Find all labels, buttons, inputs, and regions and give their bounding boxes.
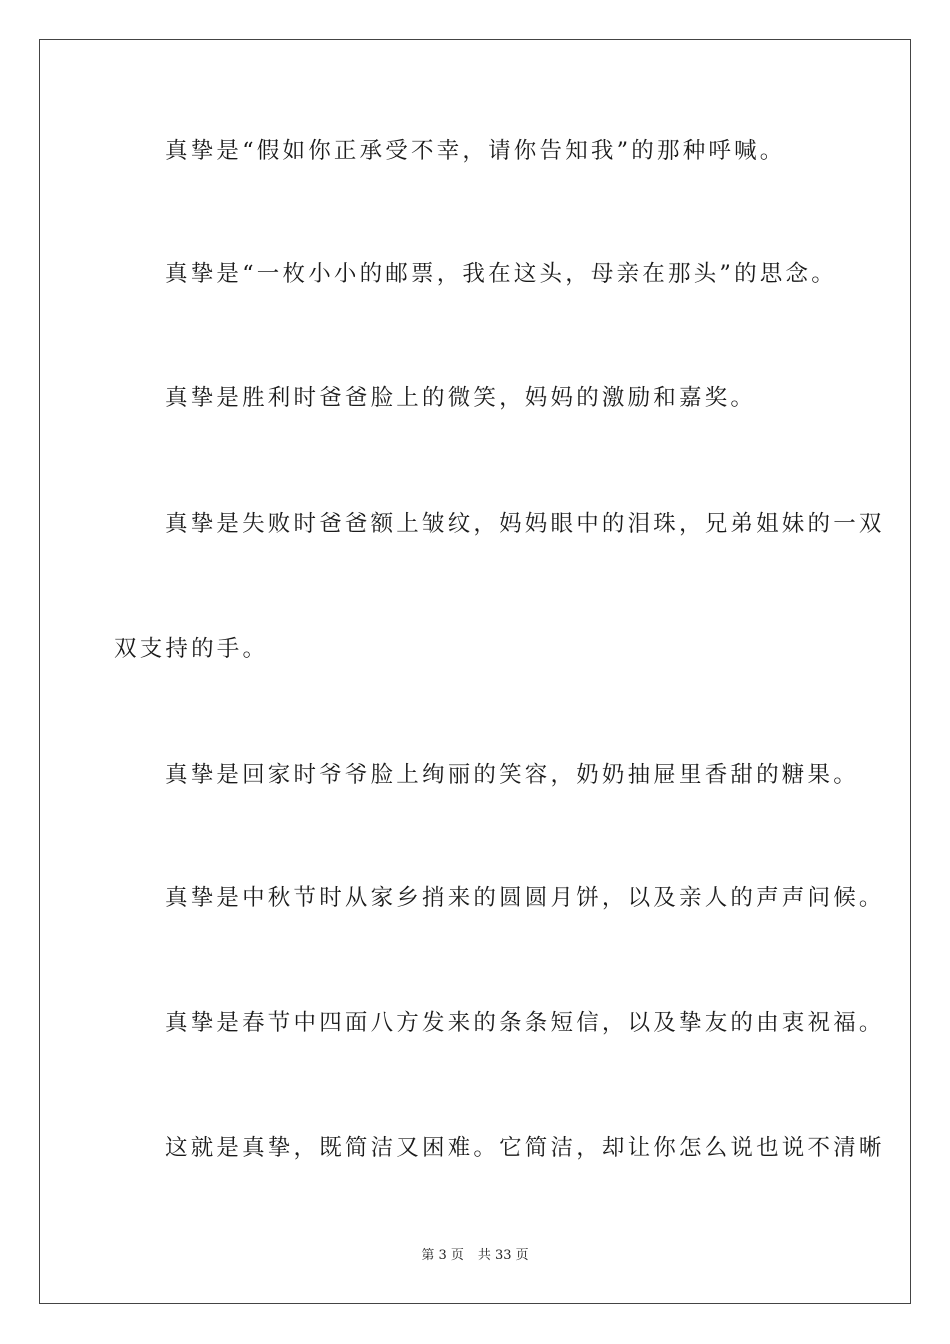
paragraph-line-3: 真挚是胜利时爸爸脸上的微笑，妈妈的激励和嘉奖。: [165, 385, 757, 411]
paragraph-line-5: 双支持的手。: [114, 636, 269, 662]
paragraph-line-4: 真挚是失败时爸爸额上皱纹，妈妈眼中的泪珠，兄弟姐妹的一双: [165, 511, 885, 537]
page-border: [39, 39, 911, 1304]
paragraph-line-2: 真挚是“一枚小小的邮票，我在这头，母亲在那头”的思念。: [165, 261, 837, 287]
page-number: 第 3 页: [421, 1248, 464, 1263]
paragraph-line-1: 真挚是“假如你正承受不幸，请你告知我”的那种呼喊。: [165, 138, 786, 164]
paragraph-line-6: 真挚是回家时爷爷脸上绚丽的笑容，奶奶抽屉里香甜的糖果。: [165, 762, 859, 788]
page-footer: [0, 1247, 950, 1265]
paragraph-line-8: 真挚是春节中四面八方发来的条条短信，以及挚友的由衷祝福。: [165, 1010, 885, 1036]
paragraph-line-9: 这就是真挚，既简洁又困难。它简洁，却让你怎么说也说不清晰: [165, 1135, 885, 1161]
page-total: 共 33 页: [477, 1248, 529, 1263]
paragraph-line-7: 真挚是中秋节时从家乡捎来的圆圆月饼，以及亲人的声声问候。: [165, 885, 885, 911]
